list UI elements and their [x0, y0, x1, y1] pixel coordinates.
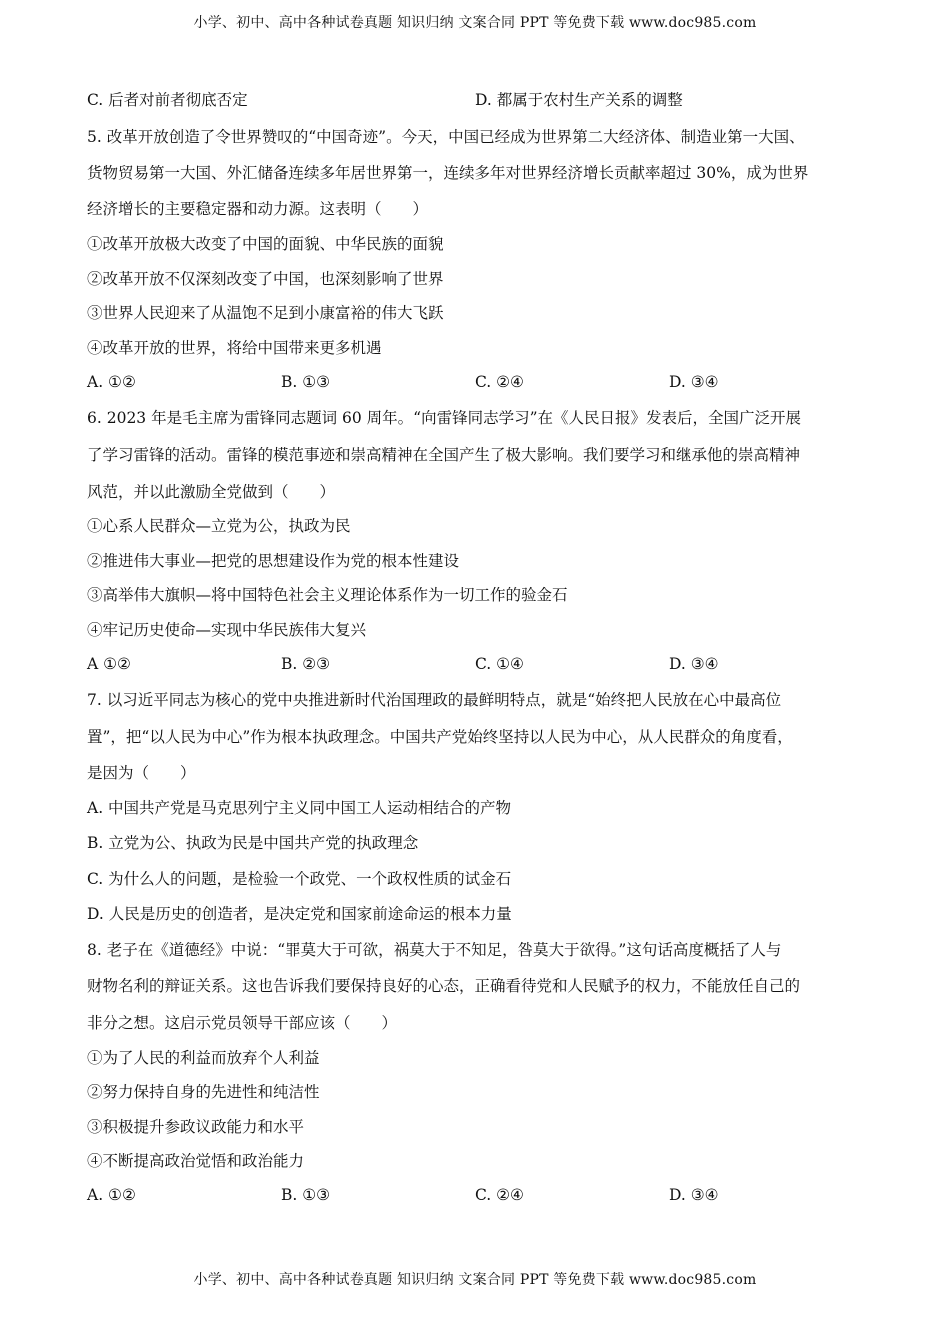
q8-statement-4: ④不断提高政治觉悟和政治能力 [87, 1152, 305, 1170]
q6-option-a: A ①② [87, 655, 131, 673]
q8-stem-line-2: 财物名利的辩证关系。这也告诉我们要保持良好的心态，正确看待党和人民赋予的权力，不能放任自己的 [87, 977, 801, 995]
q6-option-b: B. ②③ [281, 655, 331, 673]
q6-stem-line-2: 了学习雷锋的活动。雷锋的模范事迹和崇高精神在全国产生了极大影响。我们要学习和继承他的崇高精神 [87, 446, 801, 464]
q6-option-d: D. ③④ [669, 655, 719, 673]
q6-stem-line-1: 6. 2023 年是毛主席为雷锋同志题词 60 周年。“向雷锋同志学习”在《人民日报》发表后，全国广泛开展 [87, 409, 802, 427]
q5-statement-2: ②改革开放不仅深刻改变了中国，也深刻影响了世界 [87, 270, 444, 288]
q5-statement-4: ④改革开放的世界，将给中国带来更多机遇 [87, 339, 382, 357]
q6-option-c: C. ①④ [475, 655, 524, 673]
q8-option-b: B. ①③ [281, 1186, 331, 1204]
q8-statement-3: ③积极提升参政议政能力和水平 [87, 1118, 305, 1136]
q5-option-c: C. ②④ [475, 373, 524, 391]
q8-option-a: A. ①② [87, 1186, 136, 1204]
q5-option-a: A. ①② [87, 373, 136, 391]
q6-statement-3: ③高举伟大旗帜—将中国特色社会主义理论体系作为一切工作的验金石 [87, 586, 568, 604]
q6-statement-4: ④牢记历史使命—实现中华民族伟大复兴 [87, 621, 367, 639]
q6-statement-2: ②推进伟大事业—把党的思想建设作为党的根本性建设 [87, 552, 460, 570]
q7-stem-line-3: 是因为（ ） [87, 764, 196, 782]
q7-stem-line-2: 置”，把“以人民为中心”作为根本执政理念。中国共产党始终坚持以人民为中心，从人民群众的角度看， [87, 728, 793, 746]
q7-choice-c: C. 为什么人的问题，是检验一个政党、一个政权性质的试金石 [87, 870, 512, 888]
q8-statement-2: ②努力保持自身的先进性和纯洁性 [87, 1083, 320, 1101]
q6-statement-1: ①心系人民群众—立党为公，执政为民 [87, 517, 351, 535]
q8-stem-line-1: 8. 老子在《道德经》中说：“罪莫大于可欲，祸莫大于不知足，咎莫大于欲得。”这句话高度概括了人与 [87, 941, 782, 959]
q7-choice-a: A. 中国共产党是马克思列宁主义同中国工人运动相结合的产物 [87, 799, 512, 817]
q8-stem-line-3: 非分之想。这启示党员领导干部应该（ ） [87, 1014, 398, 1032]
page-header: 小学、初中、高中各种试卷真题 知识归纳 文案合同 PPT 等免费下载 www.doc985.com [193, 15, 757, 31]
q4-option-c: C. 后者对前者彻底否定 [87, 91, 248, 109]
q5-stem-line-1: 5. 改革开放创造了令世界赞叹的“中国奇迹”。今天，中国已经成为世界第二大经济体、制造业第一大国、 [87, 128, 805, 146]
q8-option-c: C. ②④ [475, 1186, 524, 1204]
page-footer: 小学、初中、高中各种试卷真题 知识归纳 文案合同 PPT 等免费下载 www.doc985.com [193, 1272, 757, 1288]
q8-statement-1: ①为了人民的利益而放弃个人利益 [87, 1049, 320, 1067]
q4-option-d: D. 都属于农村生产关系的调整 [475, 91, 683, 109]
q5-statement-1: ①改革开放极大改变了中国的面貌、中华民族的面貌 [87, 235, 444, 253]
q5-statement-3: ③世界人民迎来了从温饱不足到小康富裕的伟大飞跃 [87, 304, 444, 322]
q7-stem-line-1: 7. 以习近平同志为核心的党中央推进新时代治国理政的最鲜明特点，就是“始终把人民放在心中最高位 [87, 691, 782, 709]
q5-option-d: D. ③④ [669, 373, 719, 391]
q7-choice-b: B. 立党为公、执政为民是中国共产党的执政理念 [87, 834, 419, 852]
q5-option-b: B. ①③ [281, 373, 331, 391]
q5-stem-line-2: 货物贸易第一大国、外汇储备连续多年居世界第一，连续多年对世界经济增长贡献率超过 30%，成为世界 [87, 164, 809, 182]
q6-stem-line-3: 风范，并以此激励全党做到（ ） [87, 483, 336, 501]
q8-option-d: D. ③④ [669, 1186, 719, 1204]
q7-choice-d: D. 人民是历史的创造者，是决定党和国家前途命运的根本力量 [87, 905, 512, 923]
q5-stem-line-3: 经济增长的主要稳定器和动力源。这表明（ ） [87, 200, 429, 218]
